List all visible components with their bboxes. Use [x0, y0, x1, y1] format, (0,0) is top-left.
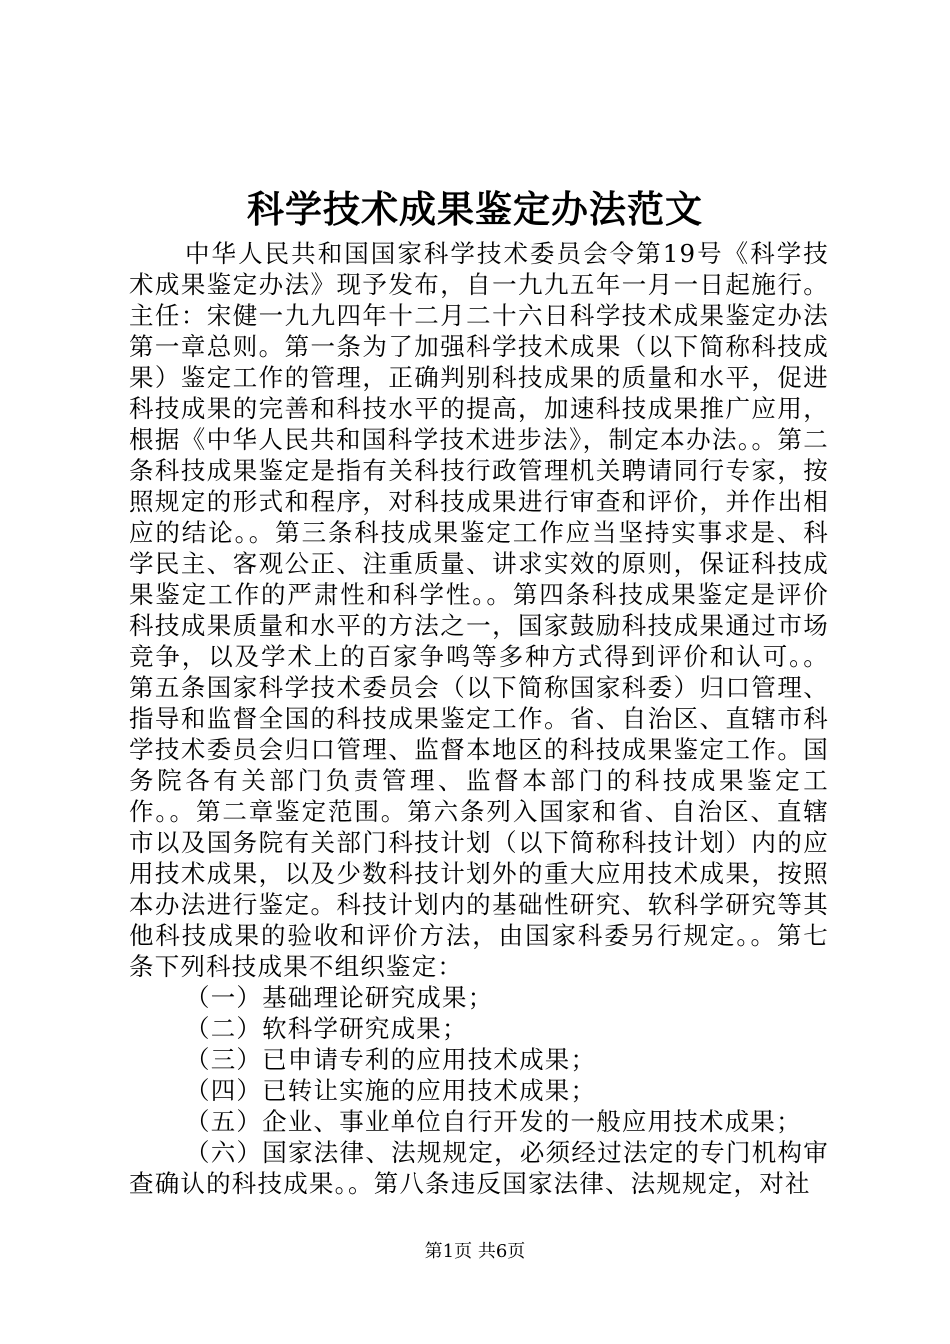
document-title: 科学技术成果鉴定办法范文 — [247, 187, 703, 231]
list-item: （四）已转让实施的应用技术成果； — [185, 1076, 597, 1105]
list-item: （二）软科学研究成果； — [185, 1014, 468, 1043]
list-item: （三）已申请专利的应用技术成果； — [185, 1045, 597, 1074]
list-item: （五）企业、事业单位自行开发的一般应用技术成果； — [185, 1107, 802, 1136]
page-number-footer: 第1页 共6页 — [424, 1241, 526, 1262]
document-body — [129, 238, 829, 1199]
list-item: （一）基础理论研究成果； — [185, 983, 494, 1012]
list-item: （六）国家法律、法规规定，必须经过法定的专门机构审查确认的科技成果。。第八条违反国家法律、法规规定，对社 — [129, 1138, 829, 1198]
paragraph: 中华人民共和国国家科学技术委员会令第19号《科学技术成果鉴定办法》现予发布，自一九九五年一月一日起施行。主任：宋健一九九四年十二月二十六日科学技术成果鉴定办法第一章总则。第一条为了加强科学技术成果（以下简称科技成果）鉴定工作的管理，正确判别科技成果的质量和水平，促进科技成果的完善和科技水平的提高，加速科技成果推广应用，根据《中华人民共和国科学技术进步法》，制定本办法。。第二条科技成果鉴定是指有关科技行政管理机关聘请同行专家，按照规定的形式和程序，对科技成果进行审查和评价，并作出相应的结论。。第三条科技成果鉴定工作应当坚持实事求是、科学民主、客观公正、注重质量、讲求实效的原则，保证科技成果鉴定工作的严肃性和科学性。。第四条科技成果鉴定是评价科技成果质量和水平的方法之一，国家鼓励科技成果通过市场竞争，以及学术上的百家争鸣等多种方式得到评价和认可。。第五条国家科学技术委员会（以下简称国家科委）归口管理、指导和监督全国的科技成果鉴定工作。省、自治区、直辖市科学技术委员会归口管理、监督本地区的科技成果鉴定工作。国务院各有关部门负责管理、监督本部门的科技成果鉴定工作。。第二章鉴定范围。第六条列入国家和省、自治区、直辖市以及国务院有关部门科技计划（以下简称科技计划）内的应用技术成果，以及少数科技计划外的重大应用技术成果，按照本办法进行鉴定。科技计划内的基础性研究、软科学研究等其他科技成果的验收和评价方法，由国家科委另行规定。。第七条下列科技成果不组织鉴定： — [129, 239, 829, 981]
